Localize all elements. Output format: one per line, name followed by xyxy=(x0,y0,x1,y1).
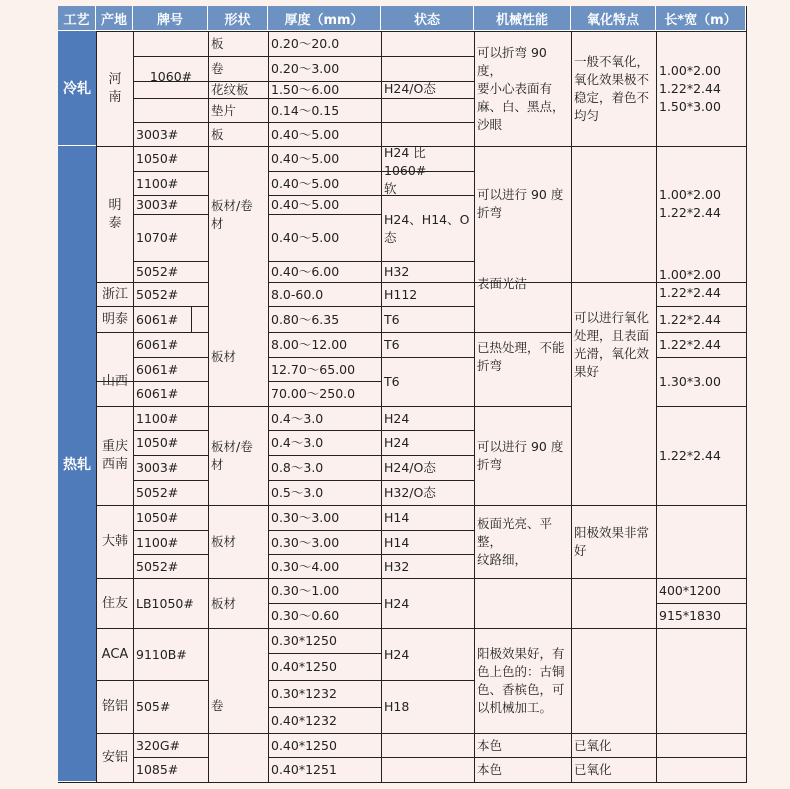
oxidation-cell: 已氧化 xyxy=(574,737,612,753)
grade-cell: 320G# xyxy=(136,737,181,753)
shape-cell: 板材/卷 材 xyxy=(211,197,253,231)
origin-cell: 大韩 xyxy=(101,534,128,549)
process-label: 冷轧 xyxy=(58,31,96,146)
shape-cell: 卷 xyxy=(211,61,224,76)
state-cell: T6 xyxy=(384,374,400,389)
mechanical-cell: 可以进行 90 度 折弯 xyxy=(477,439,564,472)
size-cell: 1.22*2.44 xyxy=(659,448,721,463)
size-cell: 1.00*2.00 1.22*2.44 xyxy=(659,267,721,300)
origin-cell: 明泰 xyxy=(101,311,128,327)
thickness-cell: 0.8～3.0 xyxy=(271,460,324,475)
state-cell: H24/O态 xyxy=(384,460,436,475)
thickness-cell: 1.50～6.00 xyxy=(271,82,340,97)
grade-cell: 3003# xyxy=(136,460,179,475)
grid-line-h xyxy=(58,782,747,783)
thickness-cell: 0.30～3.00 xyxy=(271,510,340,525)
mechanical-cell: 本色 xyxy=(477,762,503,777)
mechanical-cell: 可以折弯 90 度， 要小心表面有 麻、白、黑点， 沙眼 xyxy=(477,45,565,132)
thickness-cell: 0.20～3.00 xyxy=(271,61,340,76)
size-cell: 1.00*2.00 1.22*2.44 1.50*3.00 xyxy=(659,63,721,114)
thickness-cell: 0.40*1232 xyxy=(271,712,337,728)
grade-cell: 1050# xyxy=(136,510,179,525)
oxidation-cell: 阳极效果非常 好 xyxy=(574,525,650,558)
shape-cell: 板材 xyxy=(211,348,237,364)
origin-cell: 住友 xyxy=(101,595,128,611)
state-cell: H24 xyxy=(384,435,410,450)
origin-cell: 山西 xyxy=(101,374,128,389)
size-cell: 1.00*2.00 1.22*2.44 xyxy=(659,187,721,220)
grade-cell: 5052# xyxy=(136,558,179,574)
thickness-cell: 0.40～5.00 xyxy=(271,175,340,191)
thickness-cell: 12.70～65.00 xyxy=(271,361,356,377)
state-cell: H32 xyxy=(384,264,410,279)
thickness-cell: 0.40～5.00 xyxy=(271,151,340,166)
thickness-cell: 0.40*1250 xyxy=(271,659,337,674)
thickness-cell: 0.4～3.0 xyxy=(271,435,324,450)
state-cell: T6 xyxy=(384,311,400,327)
thickness-cell: 8.0-60.0 xyxy=(271,286,324,302)
state-cell: H14 xyxy=(384,534,410,550)
thickness-cell: 0.20～20.0 xyxy=(271,36,340,51)
thickness-cell: 0.30*1232 xyxy=(271,686,337,701)
mechanical-cell: 表面光洁 xyxy=(477,276,528,291)
origin-cell: 铭铝 xyxy=(101,699,128,714)
process-label: 热轧 xyxy=(58,146,96,782)
column-header: 牌号 xyxy=(133,6,208,31)
thickness-cell: 0.30～4.00 xyxy=(271,558,340,574)
column-header: 状态 xyxy=(381,6,474,31)
state-cell: H32/O态 xyxy=(384,485,436,500)
size-cell: 1.30*3.00 xyxy=(659,374,721,389)
thickness-cell: 0.40～5.00 xyxy=(271,197,340,212)
grade-cell: LB1050# xyxy=(136,595,194,611)
column-header: 氧化特点 xyxy=(571,6,656,31)
state-cell: H18 xyxy=(384,699,410,714)
thickness-cell: 0.40～5.00 xyxy=(271,126,340,142)
origin-cell: 明 泰 xyxy=(108,197,122,231)
oxidation-cell: 已氧化 xyxy=(574,762,612,777)
state-cell: T6 xyxy=(384,337,400,352)
origin-cell: 浙江 xyxy=(101,286,128,302)
grade-cell: 3003# xyxy=(136,126,179,142)
size-cell: 1.22*2.44 xyxy=(659,311,721,327)
thickness-cell: 0.80～6.35 xyxy=(271,311,340,327)
origin-cell: 重庆 西南 xyxy=(101,439,128,472)
column-header: 厚度（mm） xyxy=(268,6,381,31)
grade-cell: 5052# xyxy=(136,286,179,302)
state-cell: H24 比 1060# 软 xyxy=(384,147,427,195)
state-cell: H24、H14、O 态 xyxy=(384,211,470,245)
shape-cell: 板 xyxy=(211,126,224,142)
size-cell: 1.22*2.44 xyxy=(659,337,721,352)
oxidation-cell: 可以进行氧化 处理，且表面 光滑，氧化效 果好 xyxy=(574,309,650,379)
grade-cell: 1100# xyxy=(136,534,179,550)
shape-cell: 板材 xyxy=(211,595,237,611)
grade-cell: 5052# xyxy=(136,264,179,279)
state-cell: H112 xyxy=(384,286,418,302)
shape-cell: 板材 xyxy=(211,534,237,549)
shape-cell: 板材/卷 材 xyxy=(211,439,253,472)
shape-cell: 板 xyxy=(211,36,224,51)
thickness-cell: 0.30～1.00 xyxy=(271,583,340,598)
origin-cell: ACA xyxy=(101,646,129,662)
origin-cell: 河 南 xyxy=(108,72,122,105)
grade-cell: 6061# xyxy=(136,386,179,401)
column-header: 形状 xyxy=(208,6,268,31)
thickness-cell: 0.4～3.0 xyxy=(271,410,324,426)
column-header: 工艺 xyxy=(58,6,96,31)
state-cell: H24/O态 xyxy=(384,81,436,96)
grid-line-v xyxy=(746,6,747,783)
size-cell: 915*1830 xyxy=(659,608,721,623)
thickness-cell: 0.40*1251 xyxy=(271,762,337,777)
mechanical-cell: 本色 xyxy=(477,737,503,753)
grade-cell: 5052# xyxy=(136,485,179,500)
grade-cell: 1050# xyxy=(136,151,179,166)
thickness-cell: 0.40～5.00 xyxy=(271,230,340,245)
oxidation-cell: 一般不氧化， 氧化效果极不 稳定，着色不 均匀 xyxy=(574,54,650,123)
state-cell: H14 xyxy=(384,510,410,525)
grade-cell: 6061# xyxy=(136,311,179,327)
thickness-cell: 0.30～3.00 xyxy=(271,534,340,550)
state-cell: H24 xyxy=(384,595,410,611)
grade-cell: 1050# xyxy=(136,435,179,450)
thickness-cell: 0.30*1250 xyxy=(271,633,337,648)
mechanical-cell: 可以进行 90 度 折弯 xyxy=(477,187,564,220)
origin-cell: 安铝 xyxy=(101,750,128,765)
thickness-cell: 0.5～3.0 xyxy=(271,485,324,500)
state-cell: H24 xyxy=(384,410,410,426)
thickness-cell: 0.14～0.15 xyxy=(271,102,340,118)
grade-cell: 1100# xyxy=(136,175,179,191)
grade-cell: 505# xyxy=(136,699,171,714)
thickness-cell: 0.40*1250 xyxy=(271,737,337,753)
thickness-cell: 8.00～12.00 xyxy=(271,337,348,352)
thickness-cell: 0.30～0.60 xyxy=(271,608,340,623)
grade-cell: 1060# xyxy=(149,69,193,84)
state-cell: H24 xyxy=(384,646,410,662)
size-cell: 400*1200 xyxy=(659,583,721,598)
state-cell: H32 xyxy=(384,558,410,574)
column-header: 产地 xyxy=(96,6,133,31)
grade-cell: 6061# xyxy=(136,337,179,352)
grade-cell: 1070# xyxy=(136,230,179,245)
shape-cell: 垫片 xyxy=(211,102,237,118)
column-header: 机械性能 xyxy=(474,6,571,31)
thickness-cell: 0.40～6.00 xyxy=(271,264,340,279)
thickness-cell: 70.00～250.0 xyxy=(271,386,356,401)
column-header: 长*宽（m） xyxy=(656,6,746,31)
grade-cell: 6061# xyxy=(136,361,179,377)
mechanical-cell: 板面光亮、平整， 纹路细， xyxy=(477,516,553,567)
grade-cell: 3003# xyxy=(136,197,179,212)
shape-cell: 花纹板 xyxy=(211,82,249,97)
grade-cell: 9110B# xyxy=(136,646,187,662)
grade-cell: 1085# xyxy=(136,762,179,777)
shape-cell: 卷 xyxy=(211,697,224,713)
grade-cell: 1100# xyxy=(136,410,179,426)
mechanical-cell: 已热处理，不能 折弯 xyxy=(477,339,565,373)
mechanical-cell: 阳极效果好，有 色上色的：古铜 色、香槟色，可 以机械加工。 xyxy=(477,646,565,715)
